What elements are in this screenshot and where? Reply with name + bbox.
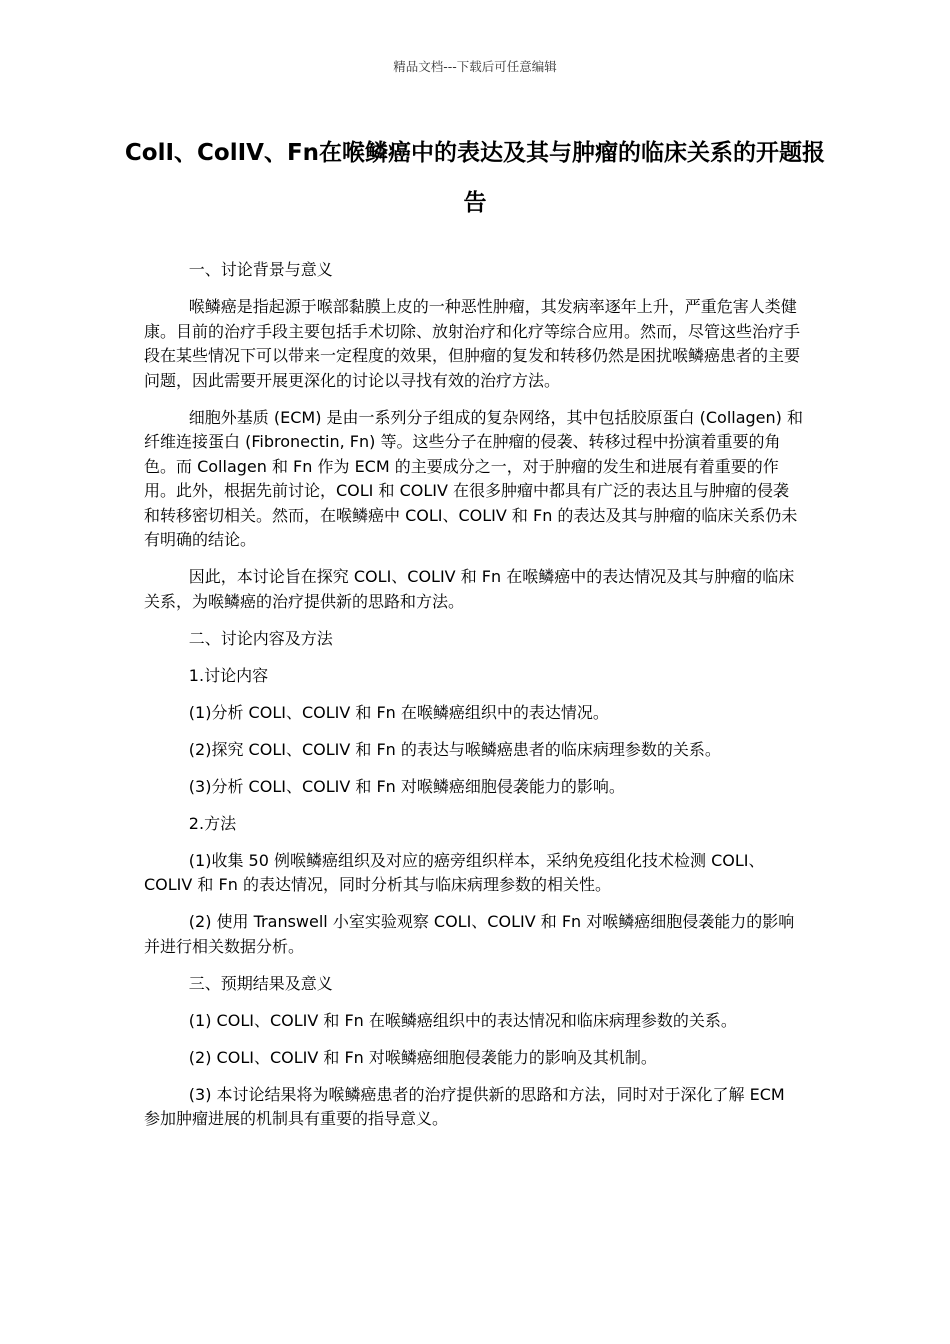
list-item-method-2: (2) 使用 Transwell 小室实验观察 COLI、COLIV 和 Fn 对喉鳞癌细胞侵袭能力的影响并进行相关数据分析。 [144, 912, 795, 956]
document-title: ColI、ColIV、Fn在喉鳞癌中的表达及其与肿瘤的临床关系的开题报告 [124, 140, 826, 216]
subheading-methods: 2.方法 [188, 813, 237, 833]
subheading-content: 1.讨论内容 [188, 665, 269, 685]
paragraph-background-3: 因此，本讨论旨在探究 COLI、COLIV 和 Fn 在喉鳞癌中的表达情况及其与肿瘤的临床关系，为喉鳞癌的治疗提供新的思路和方法。 [144, 567, 795, 611]
list-item-result-2: (2) COLI、COLIV 和 Fn 对喉鳞癌细胞侵袭能力的影响及其机制。 [188, 1047, 657, 1067]
list-item-result-1: (1) COLI、COLIV 和 Fn 在喉鳞癌组织中的表达情况和临床病理参数的关系。 [188, 1010, 737, 1030]
paragraph-background-1: 喉鳞癌是指起源于喉部黏膜上皮的一种恶性肿瘤，其发病率逐年上升，严重危害人类健康。目前的治疗手段主要包括手术切除、放射治疗和化疗等综合应用。然而，尽管这些治疗手段在某些情况下可以带来一定程度的效果，但肿瘤的复发和转移仍然是困扰喉鳞癌患者的主要问题，因此需要开展更深化的讨论以寻找有效的治疗方法。 [144, 297, 801, 390]
paragraph-background-2: 细胞外基质 (ECM) 是由一系列分子组成的复杂网络，其中包括胶原蛋白 (Collagen) 和纤维连接蛋白 (Fibronectin, Fn) 等。这些分子在肿瘤的侵袭、转移过程中扮演着重要的角色。而 Collagen 和 Fn 作为 ECM 的主要成分之一，对于肿瘤的发生和进展有着重要的作用。此外，根据先前讨论，COLI 和 COLIV 在很多肿瘤中都具有广泛的表达且与肿瘤的侵袭和转移密切相关。然而，在喉鳞癌中 COLI、COLIV 和 Fn 的表达及其与肿瘤的临床关系仍未有明确的结论。 [144, 407, 803, 549]
list-item-result-3: (3) 本讨论结果将为喉鳞癌患者的治疗提供新的思路和方法，同时对于深化了解 ECM 参加肿瘤进展的机制具有重要的指导意义。 [144, 1084, 785, 1128]
list-item-content-1: (1)分析 COLI、COLIV 和 Fn 在喉鳞癌组织中的表达情况。 [188, 702, 609, 722]
header-note: 精品文档---下载后可任意编辑 [393, 59, 557, 74]
list-item-content-3: (3)分析 COLI、COLIV 和 Fn 对喉鳞癌细胞侵袭能力的影响。 [188, 776, 625, 796]
section-heading-background: 一、讨论背景与意义 [188, 260, 333, 279]
list-item-method-1: (1)收集 50 例喉鳞癌组织及对应的癌旁组织样本，采纳免疫组化技术检测 COLI、COLIV 和 Fn 的表达情况，同时分析其与临床病理参数的相关性。 [144, 850, 765, 894]
section-heading-content-methods: 二、讨论内容及方法 [188, 628, 333, 648]
document-body [144, 258, 804, 1144]
list-item-content-2: (2)探究 COLI、COLIV 和 Fn 的表达与喉鳞癌患者的临床病理参数的关系。 [188, 739, 721, 759]
section-heading-expected-results: 三、预期结果及意义 [188, 973, 333, 993]
